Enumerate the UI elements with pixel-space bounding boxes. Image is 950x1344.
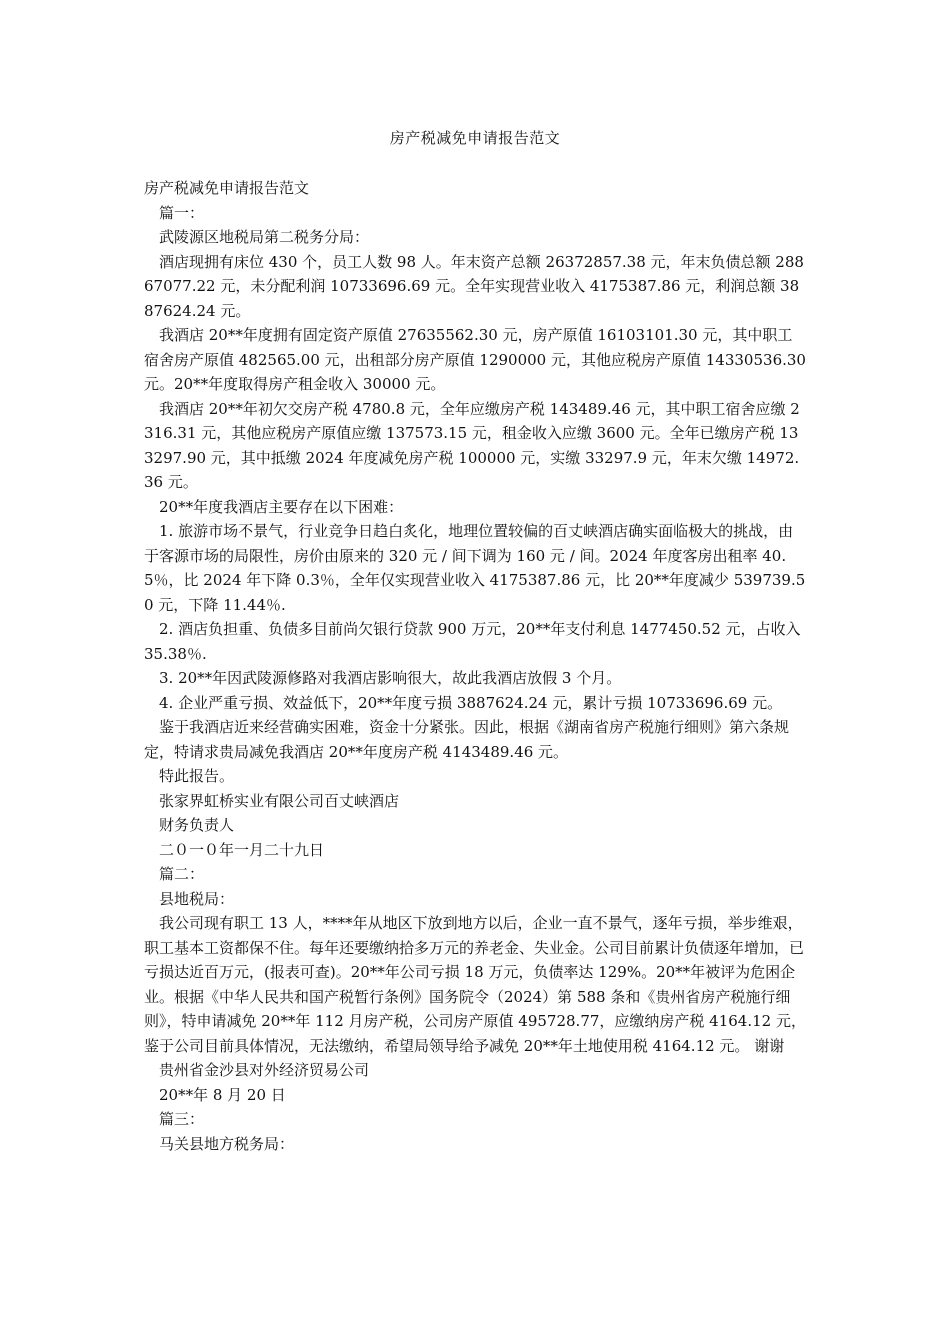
section-3-label: 篇三： <box>159 1110 205 1128</box>
section-2-date: 20**年 8 月 20 日 <box>159 1085 286 1104</box>
section-1-paragraph: 我酒店 20**年度拥有固定资产原值 27635562.30 元，房产原值 16103101.30 元，其中职工宿舍房产原值 482565.00 元，出租部分房产原值 1290000 元，其他应税房产原值 14330536.30 元。20**年度取得房产租金收入 30000 元。 <box>144 326 806 393</box>
section-1-officer: 财务负责人 <box>159 816 235 834</box>
section-2-paragraph: 我公司现有职工 13 人，****年从地区下放到地方以后，企业一直不景气，逐年亏损，举步维艰，职工基本工资都保不住。每年还要缴纳拾多万元的养老金、失业金。公司目前累计负债逐年增加，已亏损达近百万元，(报表可查)。20**年公司亏损 18 万元，负债率达 129%。20**年被评为危困企业。根据《中华人民共和国产税暂行条例》国务院令（2024）第 588 条和《贵州省房产税施行细则》，特申请减免 20**年 112 月房产税，公司房产原值 495728.77，应缴纳房产税 4164.12 元，鉴于公司目前具体情况，无法缴纳，希望局领导给予减免 20**年土地使用税 4164.12 元。 谢谢 <box>144 914 806 1055</box>
section-1-paragraph: 我酒店 20**年初欠交房产税 4780.8 元，全年应缴房产税 143489.46 元，其中职工宿舍应缴 2316.31 元，其他应税房产原值应缴 137573.15 元，租金收入应缴 3600 元。全年已缴房产税 133297.90 元，其中抵缴 2024 年度减免房产税 100000 元，实缴 33297.9 元，年末欠缴 14972.36 元。 <box>144 399 800 491</box>
section-1-label: 篇一： <box>159 203 205 222</box>
section-2-addressee: 县地税局： <box>159 889 235 908</box>
section-2-label: 篇二： <box>159 865 205 883</box>
section-3-addressee: 马关县地方税务局： <box>159 1134 295 1153</box>
section-1-difficulty-item: 2. 酒店负担重、负债多目前尚欠银行贷款 900 万元，20**年支付利息 1477450.52 元，占收入 35.38％. <box>144 620 801 663</box>
section-1-difficulty-item: 4. 企业严重亏损、效益低下，20**年度亏损 3887624.24 元，累计亏损 10733696.69 元。 <box>159 693 783 712</box>
section-1-paragraph: 鉴于我酒店近来经营确实困难，资金十分紧张。因此，根据《湖南省房产税施行细则》第六条规定，特请求贵局减免我酒店 20**年度房产税 4143489.46 元。 <box>144 718 790 761</box>
section-1-difficulty-item: 3. 20**年因武陵源修路对我酒店影响很大，故此我酒店放假 3 个月。 <box>159 669 622 687</box>
document-body <box>144 176 806 1156</box>
section-1-paragraph: 20**年度我酒店主要存在以下困难： <box>159 497 404 516</box>
section-1-paragraph: 酒店现拥有床位 430 个，员工人数 98 人。年末资产总额 26372857.38 元，年末负债总额 28867077.22 元，未分配利润 10733696.69 元。全年实现营业收入 4175387.86 元，利润总额 3887624.24 元。 <box>144 252 804 320</box>
section-1-signature: 张家界虹桥实业有限公司百丈峡酒店 <box>159 791 400 810</box>
section-2-signature: 贵州省金沙县对外经济贸易公司 <box>159 1061 370 1079</box>
document-title: 房产税减免申请报告范文 <box>389 129 561 147</box>
section-1-date: 二０一０年一月二十九日 <box>159 840 325 859</box>
section-1-difficulty-item: 1. 旅游市场不景气，行业竞争日趋白炙化，地理位置较偏的百丈峡酒店确实面临极大的挑战，由于客源市场的局限性，房价由原来的 320 元 / 间下调为 160 元 / 间。2024 年度客房出租率 40.5％，比 2024 年下降 0.3％，全年仅实现营业收入 4175387.86 元，比 20**年度减少 539739.50 元，下降 11.44％. <box>144 522 806 614</box>
section-1-addressee: 武陵源区地税局第二税务分局： <box>159 228 370 246</box>
document-heading: 房产税减免申请报告范文 <box>144 179 310 197</box>
section-1-closing: 特此报告。 <box>159 767 235 785</box>
